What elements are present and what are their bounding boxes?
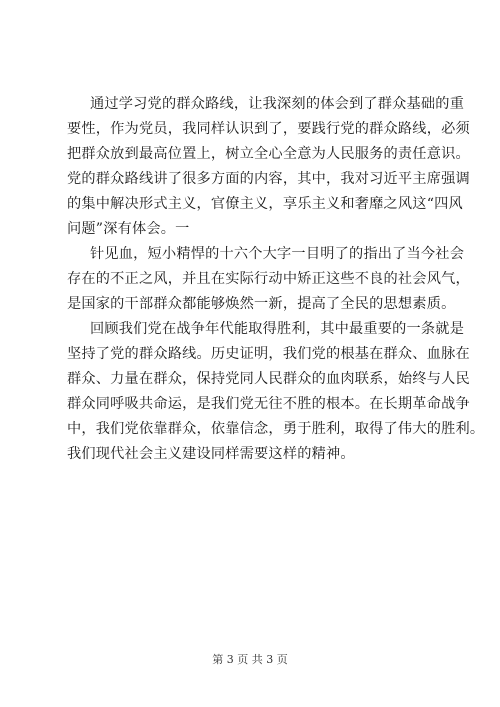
page-number-footer: 第 3 页 共 3 页 — [212, 653, 288, 666]
paragraph-1-line-5: 的集中解决形式主义，官僚主义，享乐主义和奢靡之风这“四风 — [67, 196, 463, 212]
paragraph-1-line-6: 问题”深有体会。一 — [67, 221, 190, 237]
paragraph-2-line-1: 针见血，短小精悍的十六个大字一目明了的指出了当今社会 — [90, 246, 465, 262]
paragraph-1-line-4: 党的群众路线讲了很多方面的内容，其中，我对习近平主席强调 — [67, 171, 470, 187]
paragraph-3-line-2: 坚持了党的群众路线。历史证明，我们党的根基在群众、血脉在 — [67, 346, 470, 362]
paragraph-3-line-5: 中，我们党依靠群众，依靠信念，勇于胜利，取得了伟大的胜利。 — [67, 421, 485, 437]
paragraph-3-line-6: 我们现代社会主义建设同样需要这样的精神。 — [67, 446, 355, 462]
paragraph-2-line-3: 是国家的干部群众都能够焕然一新，提高了全民的思想素质。 — [67, 296, 456, 312]
paragraph-2-line-2: 存在的不正之风，并且在实际行动中矫正这些不良的社会风气， — [67, 271, 470, 287]
paragraph-3-line-4: 群众同呼吸共命运，是我们党无往不胜的根本。在长期革命战争 — [67, 396, 470, 412]
paragraph-3-line-3: 群众、力量在群众，保持党同人民群众的血肉联系，始终与人民 — [67, 371, 470, 387]
paragraph-1-line-2: 要性，作为党员，我同样认识到了，要践行党的群众路线，必须 — [67, 121, 470, 137]
paragraph-1-line-1: 通过学习党的群众路线，让我深刻的体会到了群众基础的重 — [90, 96, 465, 112]
paragraph-1-line-3: 把群众放到最高位置上，树立全心全意为人民服务的责任意识。 — [67, 146, 470, 162]
paragraph-3-line-1: 回顾我们党在战争年代能取得胜利，其中最重要的一条就是 — [90, 321, 465, 337]
